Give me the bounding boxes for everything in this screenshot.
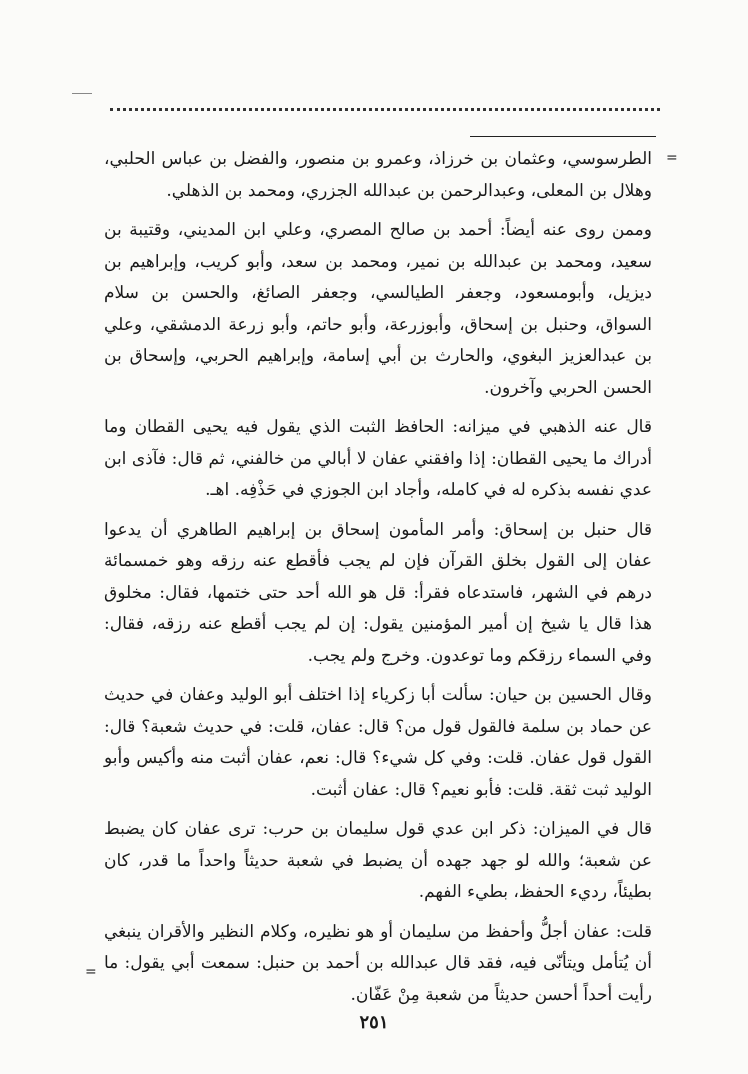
margin-mark-top: = xyxy=(666,150,678,166)
header-dotted-rule xyxy=(110,108,660,111)
paragraph-hanbal: قال حنبل بن إسحاق: وأمر المأمون إسحاق بن إبراهيم الطاهري أن يدعوا عفان إلى القول بخلق القرآن فإن لم يجب فأقطع عنه رزقه وهو خمسمائة درهم في الشهر، فاستدعاه فقرأ: قل هو الله أحد حتى ختمها، فقال: مخلوق هذا قال يا شيخ إن أمير المؤمنين يقول: إن لم يجب أقطع عنه رزقه، فقال: وفي السماء رزقكم وما توعدون. وخرج ولم يجب. xyxy=(104,519,652,666)
page-number: ٢٥١ xyxy=(359,1012,389,1033)
margin-mark-bottom: = xyxy=(85,964,97,980)
page-body xyxy=(104,144,652,1019)
scan-artifact-line xyxy=(72,93,92,94)
paragraph-author-comment: قلت: عفان أجلُّ وأحفظ من سليمان أو هو نظيره، وكلام النظير والأقران ينبغي أن يُتأمل ويتأنّى فيه، فقد قال عبدالله بن أحمد بن حنبل: سمعت أبي يقول: ما رأيت أحداً أحسن حديثاً من شعبة مِنْ عَفّان. xyxy=(104,921,652,1005)
paragraph-dhahabi: قال عنه الذهبي في ميزانه: الحافظ الثبت الذي يقول فيه يحيى القطان وما أدراك ما يحيى القطان: إذا وافقني عفان لا أبالي من خالفني، ثم قال: فآذى ابن عدي نفسه بذكره له في كامله، وأجاد ابن الجوزي في حَذْفِه. اهـ. xyxy=(104,417,652,500)
paragraph-narrators: وممن روى عنه أيضاً: أحمد بن صالح المصري، وعلي ابن المديني، وقتيبة بن سعيد، ومحمد بن عبدالله بن نمير، ومحمد بن سعد، وأبو كريب، وإبراهيم بن ديزيل، وأبومسعود، وجعفر الطيالسي، وجعفر الصائغ، والحسن بن سلام السواق، وحنبل بن إسحاق، وأبوزرعة، وأبو حاتم، وأبو زرعة الدمشقي، وعلي بن عبدالعزيز البغوي، والحارث بن أبي إسامة، وإبراهيم الحربي، وإسحاق بن الحسن الحربي وآخرون. xyxy=(104,220,652,398)
paragraph-students-continued: الطرسوسي، وعثمان بن خرزاذ، وعمرو بن منصور، والفضل بن عباس الحلبي، وهلال بن المعلى، وعبدالرحمن بن عبدالله الجزري، ومحمد بن الذهلي. xyxy=(104,149,652,201)
paragraph-mizan: قال في الميزان: ذكر ابن عدي قول سليمان بن حرب: ترى عفان كان يضبط عن شعبة؛ والله لو جهد جهده أن يضبط في شعبة حديثاً واحداً ما قدر، كان بطيئاً، رديء الحفظ، بطيء الفهم. xyxy=(104,819,652,902)
footnote-separator-rule xyxy=(470,136,656,137)
paragraph-husain: وقال الحسين بن حيان: سألت أبا زكرياء إذا اختلف أبو الوليد وعفان في حديث عن حماد بن سلمة فالقول قول من؟ قال: عفان، قلت: في حديث شعبة؟ قال: القول قول عفان. قلت: وفي كل شيء؟ قال: نعم، عفان أثبت منه وأكيس وأبو الوليد ثبت ثقة. قلت: فأبو نعيم؟ قال: عفان أثبت. xyxy=(104,685,652,800)
